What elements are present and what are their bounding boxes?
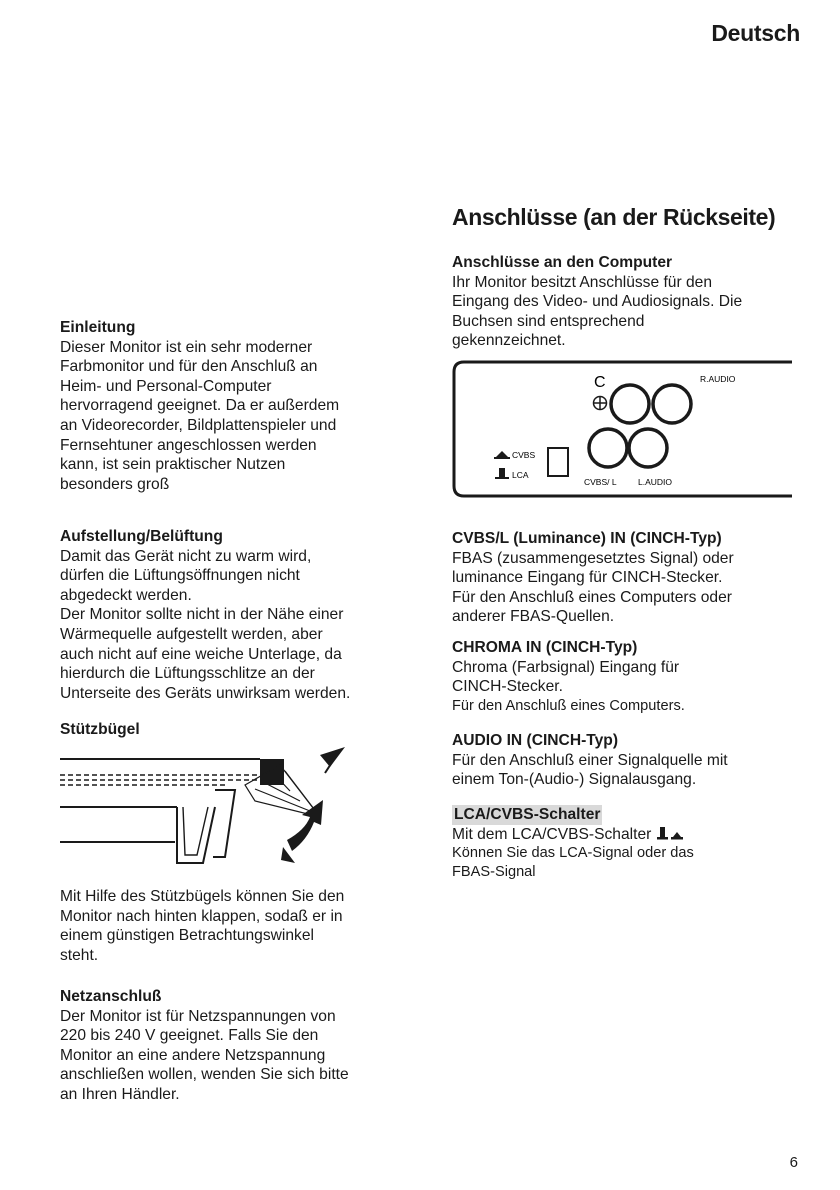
section-computer xyxy=(452,253,822,351)
language-label: Deutsch xyxy=(711,20,800,46)
chroma-jack xyxy=(611,385,649,423)
stuetzbuegel-heading: Stützbügel xyxy=(60,721,140,738)
netzanschluss-text: Der Monitor ist für Netzspannungen von 220 bis 240 V geeignet. Falls Sie den Monitor an eine andere Netzspannung anschließen wollen, wenden Sie sich bitte an Ihren Händler. xyxy=(60,1007,349,1103)
stand-leg-inner xyxy=(183,807,208,855)
fold-arrow xyxy=(287,800,323,851)
section-aufstellung xyxy=(60,527,420,703)
lca-switch-icon xyxy=(499,468,505,478)
label-cvbs-switch: CVBS xyxy=(512,450,536,460)
lca-text: Mit dem LCA/CVBS-Schalter xyxy=(452,825,652,843)
einleitung-text: Dieser Monitor ist ein sehr moderner Farbmonitor und für den Anschluß an Heim- und Personal-Computer hervorragend geeignet. Da er außerdem an Videorecorder, Bildplattenspieler und Fernsehtuner angeschlossen werden kann, ist sein praktischer Nutzen besonders groß xyxy=(60,338,340,493)
l-audio-jack xyxy=(629,429,667,467)
section-stuetzbuegel-text xyxy=(60,887,420,965)
lca-text-line xyxy=(452,825,822,845)
connector-panel-diagram xyxy=(450,358,798,500)
audio-text: Für den Anschluß einer Signalquelle mit einem Ton-(Audio-) Signalausgang. xyxy=(452,751,728,789)
section-einleitung xyxy=(60,318,420,494)
label-cvbs-l: CVBS/ L xyxy=(584,477,617,487)
cvbs-switch-icon xyxy=(496,451,508,457)
label-l-audio: L.AUDIO xyxy=(638,477,673,487)
section-cvbs xyxy=(452,529,822,627)
lca-heading: LCA/CVBS-Schalter xyxy=(454,806,601,823)
rotation-arrow-top xyxy=(320,747,345,767)
cvbs-l-jack xyxy=(589,429,627,467)
computer-heading: Anschlüsse an den Computer xyxy=(452,254,673,271)
audio-heading: AUDIO IN (CINCH-Typ) xyxy=(452,732,619,749)
stuetzbuegel-text: Mit Hilfe des Stützbügels können Sie den Monitor nach hinten klappen, sodaß er in einem günstigen Betrachtungswinkel steht. xyxy=(60,888,345,964)
chroma-heading: CHROMA IN (CINCH-Typ) xyxy=(452,639,638,656)
chroma-text: Chroma (Farbsignal) Eingang für CINCH-Stecker. xyxy=(452,658,680,696)
stand-bracket xyxy=(213,790,235,857)
section-chroma xyxy=(452,638,822,716)
cvbs-heading: CVBS/L (Luminance) IN (CINCH-Typ) xyxy=(452,530,722,547)
section-lca xyxy=(452,805,822,882)
page-title: Anschlüsse (an der Rückseite) xyxy=(452,204,776,230)
aufstellung-text: Damit das Gerät nicht zu warm wird, dürfen die Lüftungsöffnungen nicht abgedeckt werden. Der Monitor sollte nicht in der Nähe einer Wärmequelle aufgestellt werden, aber auch nicht auf eine weiche Unterlage, da hierdurch die Lüftungsschlitze an der Unterseite des Geräts unwirksam werden. xyxy=(60,547,351,702)
cvbs-text: FBAS (zusammengesetztes Signal) oder luminance Eingang für CINCH-Stecker. Für den Anschluß eines Computers oder anderer FBAS-Quellen. xyxy=(452,549,734,626)
lca-cvbs-symbol-icon xyxy=(656,826,686,840)
label-r-audio: R.AUDIO xyxy=(700,374,736,384)
netzanschluss-heading: Netzanschluß xyxy=(60,988,162,1005)
computer-text: Ihr Monitor besitzt Anschlüsse für den Eingang des Video- und Audiosignals. Die Buchsen sind entsprechend gekennzeichnet. xyxy=(452,273,743,350)
section-audio xyxy=(452,731,822,790)
page-number: 6 xyxy=(789,1154,798,1171)
section-netzanschluss xyxy=(60,987,420,1105)
chroma-text-small: Für den Anschluß eines Computers. xyxy=(452,697,685,714)
aufstellung-heading: Aufstellung/Belüftung xyxy=(60,528,223,545)
r-audio-jack xyxy=(653,385,691,423)
lca-cvbs-switch xyxy=(548,448,568,476)
einleitung-heading: Einleitung xyxy=(60,319,136,336)
section-stuetzbuegel-heading xyxy=(60,720,420,740)
label-c: C xyxy=(594,374,606,391)
label-lca-switch: LCA xyxy=(512,470,529,480)
lca-text-small: Können Sie das LCA-Signal oder das FBAS-Signal xyxy=(452,845,694,881)
support-stand-illustration xyxy=(55,745,355,880)
